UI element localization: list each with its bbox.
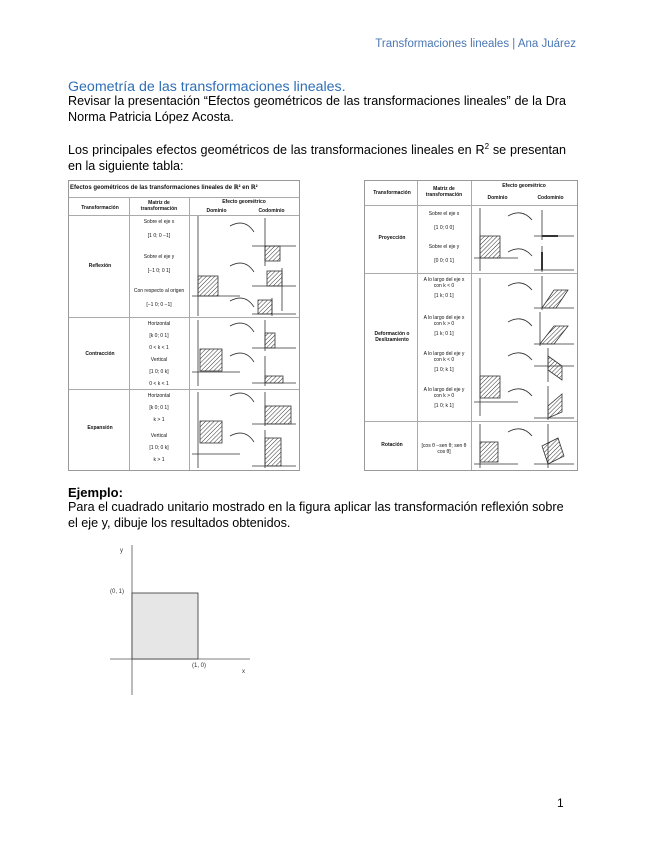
group-rotacion: Rotación — [381, 442, 403, 448]
row-matrix: [1 k; 0 1] — [434, 293, 454, 299]
row-label: Horizontal — [147, 321, 171, 327]
running-header: Transformaciones lineales | Ana Juárez — [375, 38, 576, 50]
text-before-sup: Los principales efectos geométricos de las transformaciones lineales en R — [68, 143, 485, 158]
row-label: A lo largo del eje x con k > 0 — [423, 315, 465, 327]
row-matrix: [1 k; 0 1] — [434, 331, 454, 337]
row-matrix: [1 0; k 1] — [434, 367, 454, 373]
header-transform: Transformación — [373, 190, 411, 196]
row-cond: k > 1 — [153, 417, 165, 423]
header-domain: Dominio — [487, 195, 508, 201]
row-label: Vertical — [150, 357, 168, 363]
row-matrix: [1 0; 0 k] — [149, 369, 169, 375]
header-effect: Efecto geométrico — [502, 183, 546, 189]
row-matrix: [1 0; k 1] — [434, 403, 454, 409]
row-matrix: [−1 0; 0 −1] — [146, 302, 172, 308]
row-matrix: [1 0; 0 0] — [434, 225, 454, 231]
header-effect: Efecto geométrico — [222, 199, 266, 205]
row-matrix: [k 0; 0 1] — [149, 333, 169, 339]
unit-square — [132, 593, 198, 659]
group-contraccion: Contracción — [85, 351, 115, 357]
page-number: 1 — [557, 796, 564, 810]
row-matrix: [k 0; 0 1] — [149, 405, 169, 411]
header-domain: Dominio — [206, 208, 227, 214]
row-label: A lo largo del eje y con k < 0 — [423, 351, 465, 363]
row-label: Sobre el eje x — [143, 219, 175, 225]
row-label: Sobre el eje y — [143, 254, 175, 260]
text-after-sup: se presentan en la siguiente tabla: — [68, 143, 566, 173]
group-deformacion: Deformación o Deslizamiento — [374, 331, 410, 343]
superscript: 2 — [484, 142, 490, 151]
row-cond: k > 1 — [153, 457, 165, 463]
row-label: Sobre el eje x — [428, 211, 460, 217]
header-codomain: Codominio — [537, 195, 564, 201]
x-axis-label: x — [242, 669, 245, 675]
row-matrix: [1 0; 0 k] — [149, 445, 169, 451]
effects-sketches-left — [190, 216, 298, 469]
unit-square-figure — [100, 540, 260, 700]
row-label: Con respecto al origen — [133, 288, 185, 294]
row-matrix: [cos θ −sen θ; sen θ cos θ] — [421, 443, 467, 455]
intro-paragraph: Revisar la presentación “Efectos geométricos de las transformaciones lineales” de la Dra Norma Patricia López Acosta. — [68, 94, 566, 124]
row-matrix: [0 0; 0 1] — [434, 258, 454, 264]
row-label: Sobre el eje y — [428, 244, 460, 250]
example-title: Ejemplo: — [68, 485, 123, 500]
group-expansion: Expansión — [87, 425, 113, 431]
row-cond: 0 < k < 1 — [149, 345, 169, 351]
point-1-0-label: (1, 0) — [192, 663, 207, 669]
header-matrix: Matriz de transformación — [140, 200, 178, 212]
group-proyeccion: Proyección — [378, 235, 406, 241]
header-codomain: Codominio — [258, 208, 285, 214]
table-title: Efectos geométricos de las transformaciones lineales de ℝ² en ℝ² — [70, 185, 258, 191]
row-label: A lo largo del eje x con k < 0 — [423, 277, 465, 289]
section-title: Geometría de las transformaciones lineales. — [68, 79, 346, 95]
y-axis-label: y — [120, 548, 123, 554]
effects-sketches-right — [472, 206, 576, 469]
point-0-1-label: (0, 1) — [110, 589, 125, 595]
row-label: A lo largo del eje y con k > 0 — [423, 387, 465, 399]
group-reflexion: Reflexión — [88, 263, 112, 269]
header-transform: Transformación — [81, 205, 119, 211]
effects-table-left — [68, 180, 300, 471]
header-matrix: Matriz de transformación — [425, 186, 463, 198]
row-matrix: [1 0; 0 −1] — [147, 233, 171, 239]
table-intro-paragraph — [68, 139, 566, 174]
row-label: Vertical — [150, 433, 168, 439]
row-cond: 0 < k < 1 — [149, 381, 169, 387]
row-matrix: [−1 0; 0 1] — [147, 268, 171, 274]
row-label: Horizontal — [147, 393, 171, 399]
effects-table-right — [364, 180, 578, 471]
example-text: Para el cuadrado unitario mostrado en la figura aplicar las transformación reflexión sobre el eje y, dibuje los resultados obtenidos. — [68, 500, 564, 530]
